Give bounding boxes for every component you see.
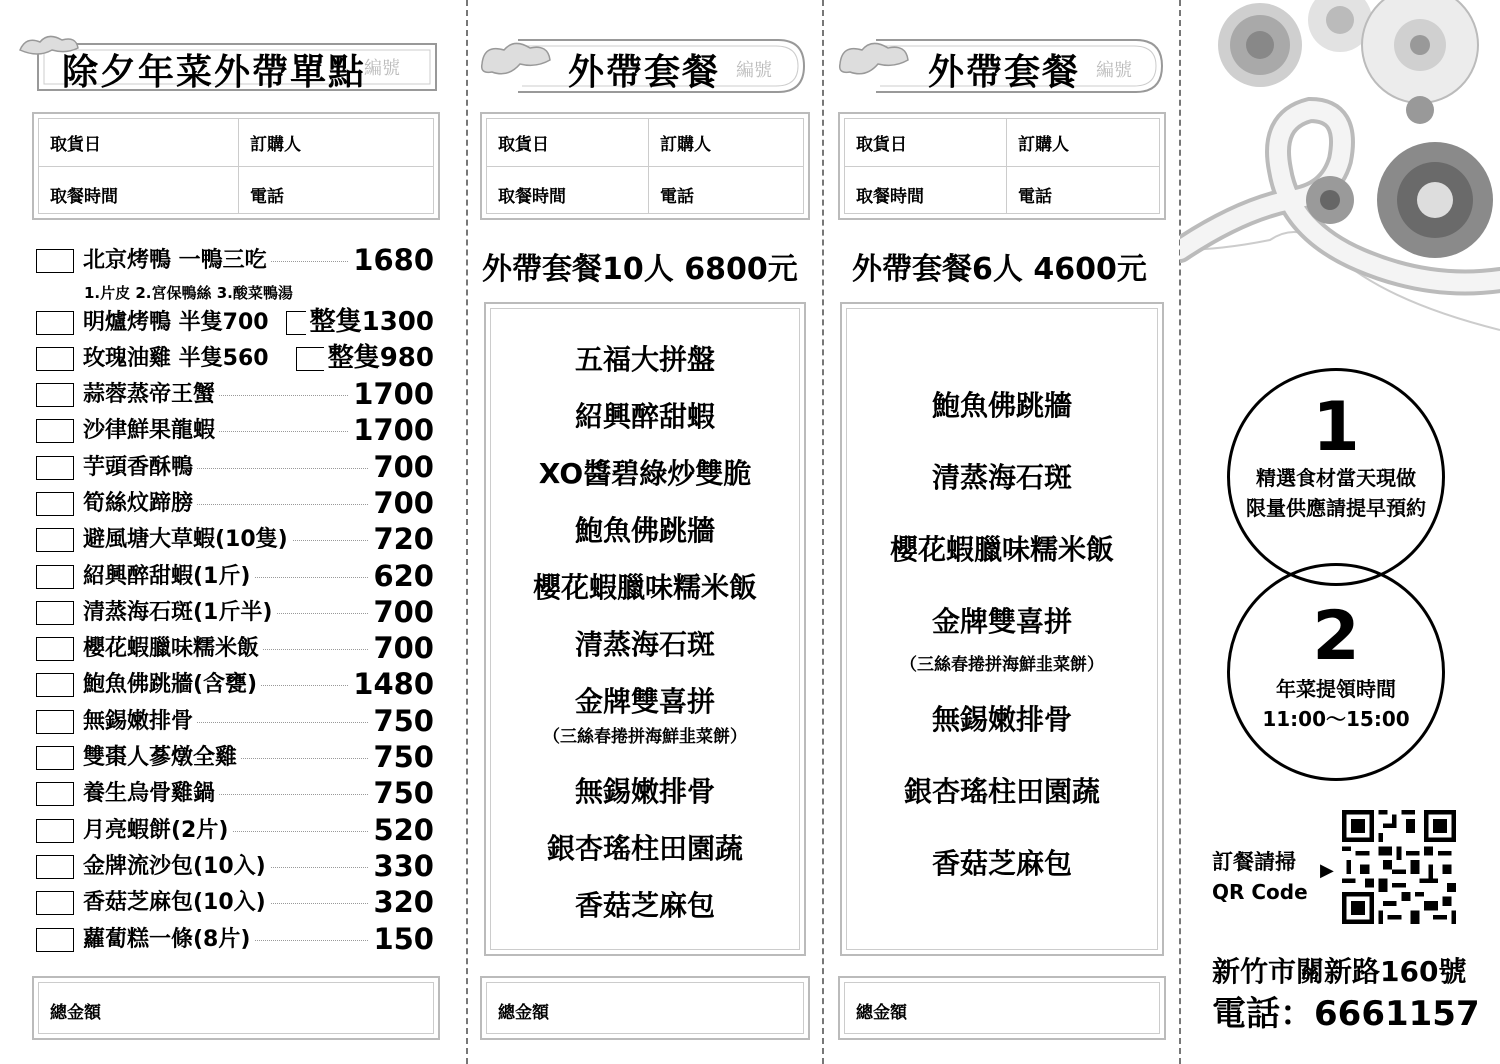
menu-item-name: 蒜蓉蒸帝王蟹 bbox=[83, 381, 219, 409]
panel2-order-form bbox=[480, 112, 810, 220]
dish-sub-note: （三絲春捲拼海鮮韭菜餅） bbox=[900, 655, 1104, 675]
panel3-set-heading: 外帶套餐6人 4600元 bbox=[852, 252, 1147, 287]
panel1-code-label: 編號 bbox=[364, 58, 400, 79]
dish-item: 無錫嫩排骨 bbox=[574, 775, 715, 808]
order-checkbox[interactable] bbox=[36, 928, 74, 952]
dish-item: 紹興醉甜蝦 bbox=[574, 400, 715, 433]
order-checkbox[interactable] bbox=[36, 456, 74, 480]
menu-item-price: 620 bbox=[369, 559, 434, 593]
order-checkbox[interactable] bbox=[36, 746, 74, 770]
order-checkbox[interactable] bbox=[36, 565, 74, 589]
menu-item-name: 清蒸海石斑(1斤半) bbox=[83, 599, 276, 627]
order-checkbox[interactable] bbox=[36, 891, 74, 915]
orderer-label: 訂購人 bbox=[660, 135, 711, 155]
dish-item: 櫻花蝦臘味糯米飯 bbox=[532, 571, 757, 604]
dish-item: 鮑魚佛跳牆 bbox=[931, 389, 1072, 422]
pickup-time-label: 取餐時間 bbox=[50, 187, 118, 207]
menu-item bbox=[36, 667, 436, 702]
flower-snake-illustration bbox=[1180, 0, 1500, 360]
menu-item bbox=[36, 558, 436, 593]
menu-item bbox=[36, 703, 436, 738]
total-label: 總金額 bbox=[856, 1003, 907, 1023]
order-checkbox[interactable] bbox=[36, 710, 74, 734]
dish-item: 香菇芝麻包 bbox=[574, 889, 715, 922]
panel2-dish-list bbox=[484, 302, 806, 956]
menu-item bbox=[36, 740, 436, 774]
panel1-title: 除夕年菜外帶單點 bbox=[62, 52, 367, 93]
panel2-total-box bbox=[480, 976, 810, 1040]
menu-item-name: 養生烏骨雞鍋 bbox=[83, 780, 219, 808]
panel1-title-banner bbox=[18, 32, 440, 96]
total-label: 總金額 bbox=[50, 1003, 101, 1023]
order-checkbox[interactable] bbox=[36, 782, 74, 806]
dish-item: 銀杏瑤柱田園蔬 bbox=[903, 775, 1100, 808]
panel3-title: 外帶套餐 bbox=[928, 52, 1081, 93]
phone-text: 電話：6661157 bbox=[1212, 994, 1480, 1034]
dish-item: 鮑魚佛跳牆 bbox=[574, 514, 715, 547]
dish-item: 五福大拼盤 bbox=[574, 343, 715, 376]
menu-item-price: 150 bbox=[369, 922, 434, 956]
order-checkbox[interactable] bbox=[36, 311, 74, 335]
order-checkbox[interactable] bbox=[36, 637, 74, 661]
pickup-date-label: 取貨日 bbox=[498, 135, 549, 155]
notice-number: 1 bbox=[1312, 388, 1360, 467]
phone-label: 電話 bbox=[1018, 187, 1052, 207]
qr-code-icon[interactable] bbox=[1342, 810, 1456, 924]
menu-item-price: 320 bbox=[369, 885, 434, 919]
order-checkbox[interactable] bbox=[36, 492, 74, 516]
dish-item: 金牌雙喜拼 bbox=[574, 685, 715, 718]
dish-item: 香菇芝麻包 bbox=[931, 847, 1072, 880]
pickup-date-label: 取貨日 bbox=[50, 135, 101, 155]
pickup-date-label: 取貨日 bbox=[856, 135, 907, 155]
menu-item bbox=[36, 776, 436, 811]
notice-number: 2 bbox=[1312, 597, 1360, 676]
duck-course-note: 1.片皮 2.宮保鴨絲 3.酸菜鴨湯 bbox=[84, 284, 293, 302]
dish-item: 清蒸海石斑 bbox=[931, 461, 1072, 494]
menu-item-name: 明爐烤鴨 半隻700 bbox=[83, 309, 273, 337]
order-checkbox[interactable] bbox=[36, 419, 74, 443]
menu-item-price: 1700 bbox=[349, 413, 434, 447]
order-checkbox[interactable] bbox=[36, 383, 74, 407]
menu-item-name: 櫻花蝦臘味糯米飯 bbox=[83, 635, 263, 663]
menu-item-name: 月亮蝦餅(2片) bbox=[83, 817, 232, 845]
menu-item-name: 金牌流沙包(10入) bbox=[83, 853, 270, 881]
order-checkbox[interactable] bbox=[36, 528, 74, 552]
order-checkbox[interactable] bbox=[36, 673, 74, 697]
panel3-title-banner bbox=[836, 34, 1166, 98]
order-checkbox[interactable] bbox=[36, 347, 74, 371]
menu-item bbox=[36, 921, 436, 956]
notice-line: 年菜提領時間 bbox=[1276, 677, 1396, 701]
menu-item-name: 北京烤鴨 一鴨三吃 bbox=[83, 247, 271, 275]
panel1-total-box bbox=[32, 976, 440, 1040]
menu-item-price: 720 bbox=[369, 522, 434, 556]
total-label: 總金額 bbox=[498, 1003, 549, 1023]
panel3-total-box bbox=[838, 976, 1166, 1040]
notice-line: 限量供應請提早預約 bbox=[1246, 496, 1426, 520]
phone-label: 電話 bbox=[660, 187, 694, 207]
panel3-dish-list bbox=[840, 302, 1164, 956]
dish-item: 金牌雙喜拼 bbox=[931, 605, 1072, 638]
menu-item-price: 700 bbox=[369, 450, 434, 484]
menu-item-price: 1700 bbox=[349, 377, 434, 411]
menu-item-price: 750 bbox=[369, 776, 434, 810]
dish-item: 銀杏瑤柱田園蔬 bbox=[546, 832, 743, 865]
order-checkbox[interactable] bbox=[36, 855, 74, 879]
menu-item-price-whole: 整隻980 bbox=[324, 341, 434, 375]
pickup-time-label: 取餐時間 bbox=[856, 187, 924, 207]
menu-item bbox=[36, 309, 436, 339]
menu-item-name: 雙棗人蔘燉全雞 bbox=[83, 744, 241, 772]
orderer-label: 訂購人 bbox=[1018, 135, 1069, 155]
dish-sub-note: （三絲春捲拼海鮮韭菜餅） bbox=[543, 727, 747, 747]
menu-item-price: 1480 bbox=[349, 667, 434, 701]
dish-item: 無錫嫩排骨 bbox=[931, 703, 1072, 736]
menu-item bbox=[36, 449, 436, 484]
panel3-code-label: 編號 bbox=[1096, 60, 1132, 81]
menu-item-price: 750 bbox=[369, 740, 434, 774]
menu-item-name: 紹興醉甜蝦(1斤) bbox=[83, 563, 254, 591]
pickup-time-label: 取餐時間 bbox=[498, 187, 566, 207]
menu-item-price: 330 bbox=[369, 849, 434, 883]
address-text: 新竹市關新路160號 bbox=[1212, 955, 1467, 988]
menu-item bbox=[36, 345, 436, 375]
panel3-order-form bbox=[838, 112, 1166, 220]
menu-item-name: 無錫嫩排骨 bbox=[83, 708, 197, 736]
fold-divider-1 bbox=[466, 0, 468, 1064]
menu-item-price: 700 bbox=[369, 631, 434, 665]
panel2-title: 外帶套餐 bbox=[568, 52, 721, 93]
menu-item-price-whole: 整隻1300 bbox=[306, 305, 434, 339]
qr-label: 訂餐請掃 QR Code bbox=[1212, 850, 1308, 904]
orderer-label: 訂購人 bbox=[250, 135, 301, 155]
menu-item bbox=[36, 377, 436, 411]
menu-item-name: 沙律鮮果龍蝦 bbox=[83, 417, 219, 445]
menu-item-price: 700 bbox=[369, 595, 434, 629]
menu-item-price: 1680 bbox=[349, 243, 434, 277]
menu-item-name: 筍絲炆蹄膀 bbox=[83, 490, 197, 518]
menu-item-name: 避風塘大草蝦(10隻) bbox=[83, 526, 292, 554]
menu-item bbox=[36, 485, 436, 520]
arrow-right-icon: ▶ bbox=[1320, 860, 1334, 881]
panel2-set-heading: 外帶套餐10人 6800元 bbox=[482, 252, 798, 287]
menu-item bbox=[36, 812, 436, 847]
fold-divider-2 bbox=[822, 0, 824, 1064]
menu-item-price: 520 bbox=[369, 813, 434, 847]
menu-item bbox=[36, 631, 436, 666]
menu-item bbox=[36, 594, 436, 629]
notice-line: 精選食材當天現做 bbox=[1256, 466, 1416, 490]
notice-line: 11:00～15:00 bbox=[1262, 707, 1410, 731]
dish-item: XO醬碧綠炒雙脆 bbox=[538, 457, 752, 490]
order-checkbox[interactable] bbox=[36, 819, 74, 843]
dish-item: 清蒸海石斑 bbox=[574, 628, 715, 661]
panel2-title-banner bbox=[478, 34, 808, 98]
menu-item-name: 鮑魚佛跳牆(含甕) bbox=[83, 671, 261, 699]
notice-circle-2 bbox=[1227, 563, 1445, 781]
menu-item bbox=[36, 522, 436, 557]
menu-item-name: 香菇芝麻包(10入) bbox=[83, 889, 270, 917]
menu-item-name: 芋頭香酥鴨 bbox=[83, 454, 197, 482]
order-checkbox[interactable] bbox=[36, 249, 74, 273]
menu-item bbox=[36, 885, 436, 920]
dish-item: 櫻花蝦臘味糯米飯 bbox=[889, 533, 1114, 566]
menu-item-price: 750 bbox=[369, 704, 434, 738]
menu-item bbox=[36, 413, 436, 448]
menu-item bbox=[36, 243, 436, 277]
panel2-code-label: 編號 bbox=[736, 60, 772, 81]
panel1-order-form bbox=[32, 112, 440, 220]
menu-item-price: 700 bbox=[369, 486, 434, 520]
menu-item-name: 蘿蔔糕一條(8片) bbox=[83, 926, 254, 954]
menu-item-name: 玫瑰油雞 半隻560 bbox=[83, 345, 273, 373]
menu-item bbox=[36, 848, 436, 883]
order-checkbox[interactable] bbox=[36, 601, 74, 625]
phone-label: 電話 bbox=[250, 187, 284, 207]
notice-circle-1 bbox=[1227, 368, 1445, 586]
